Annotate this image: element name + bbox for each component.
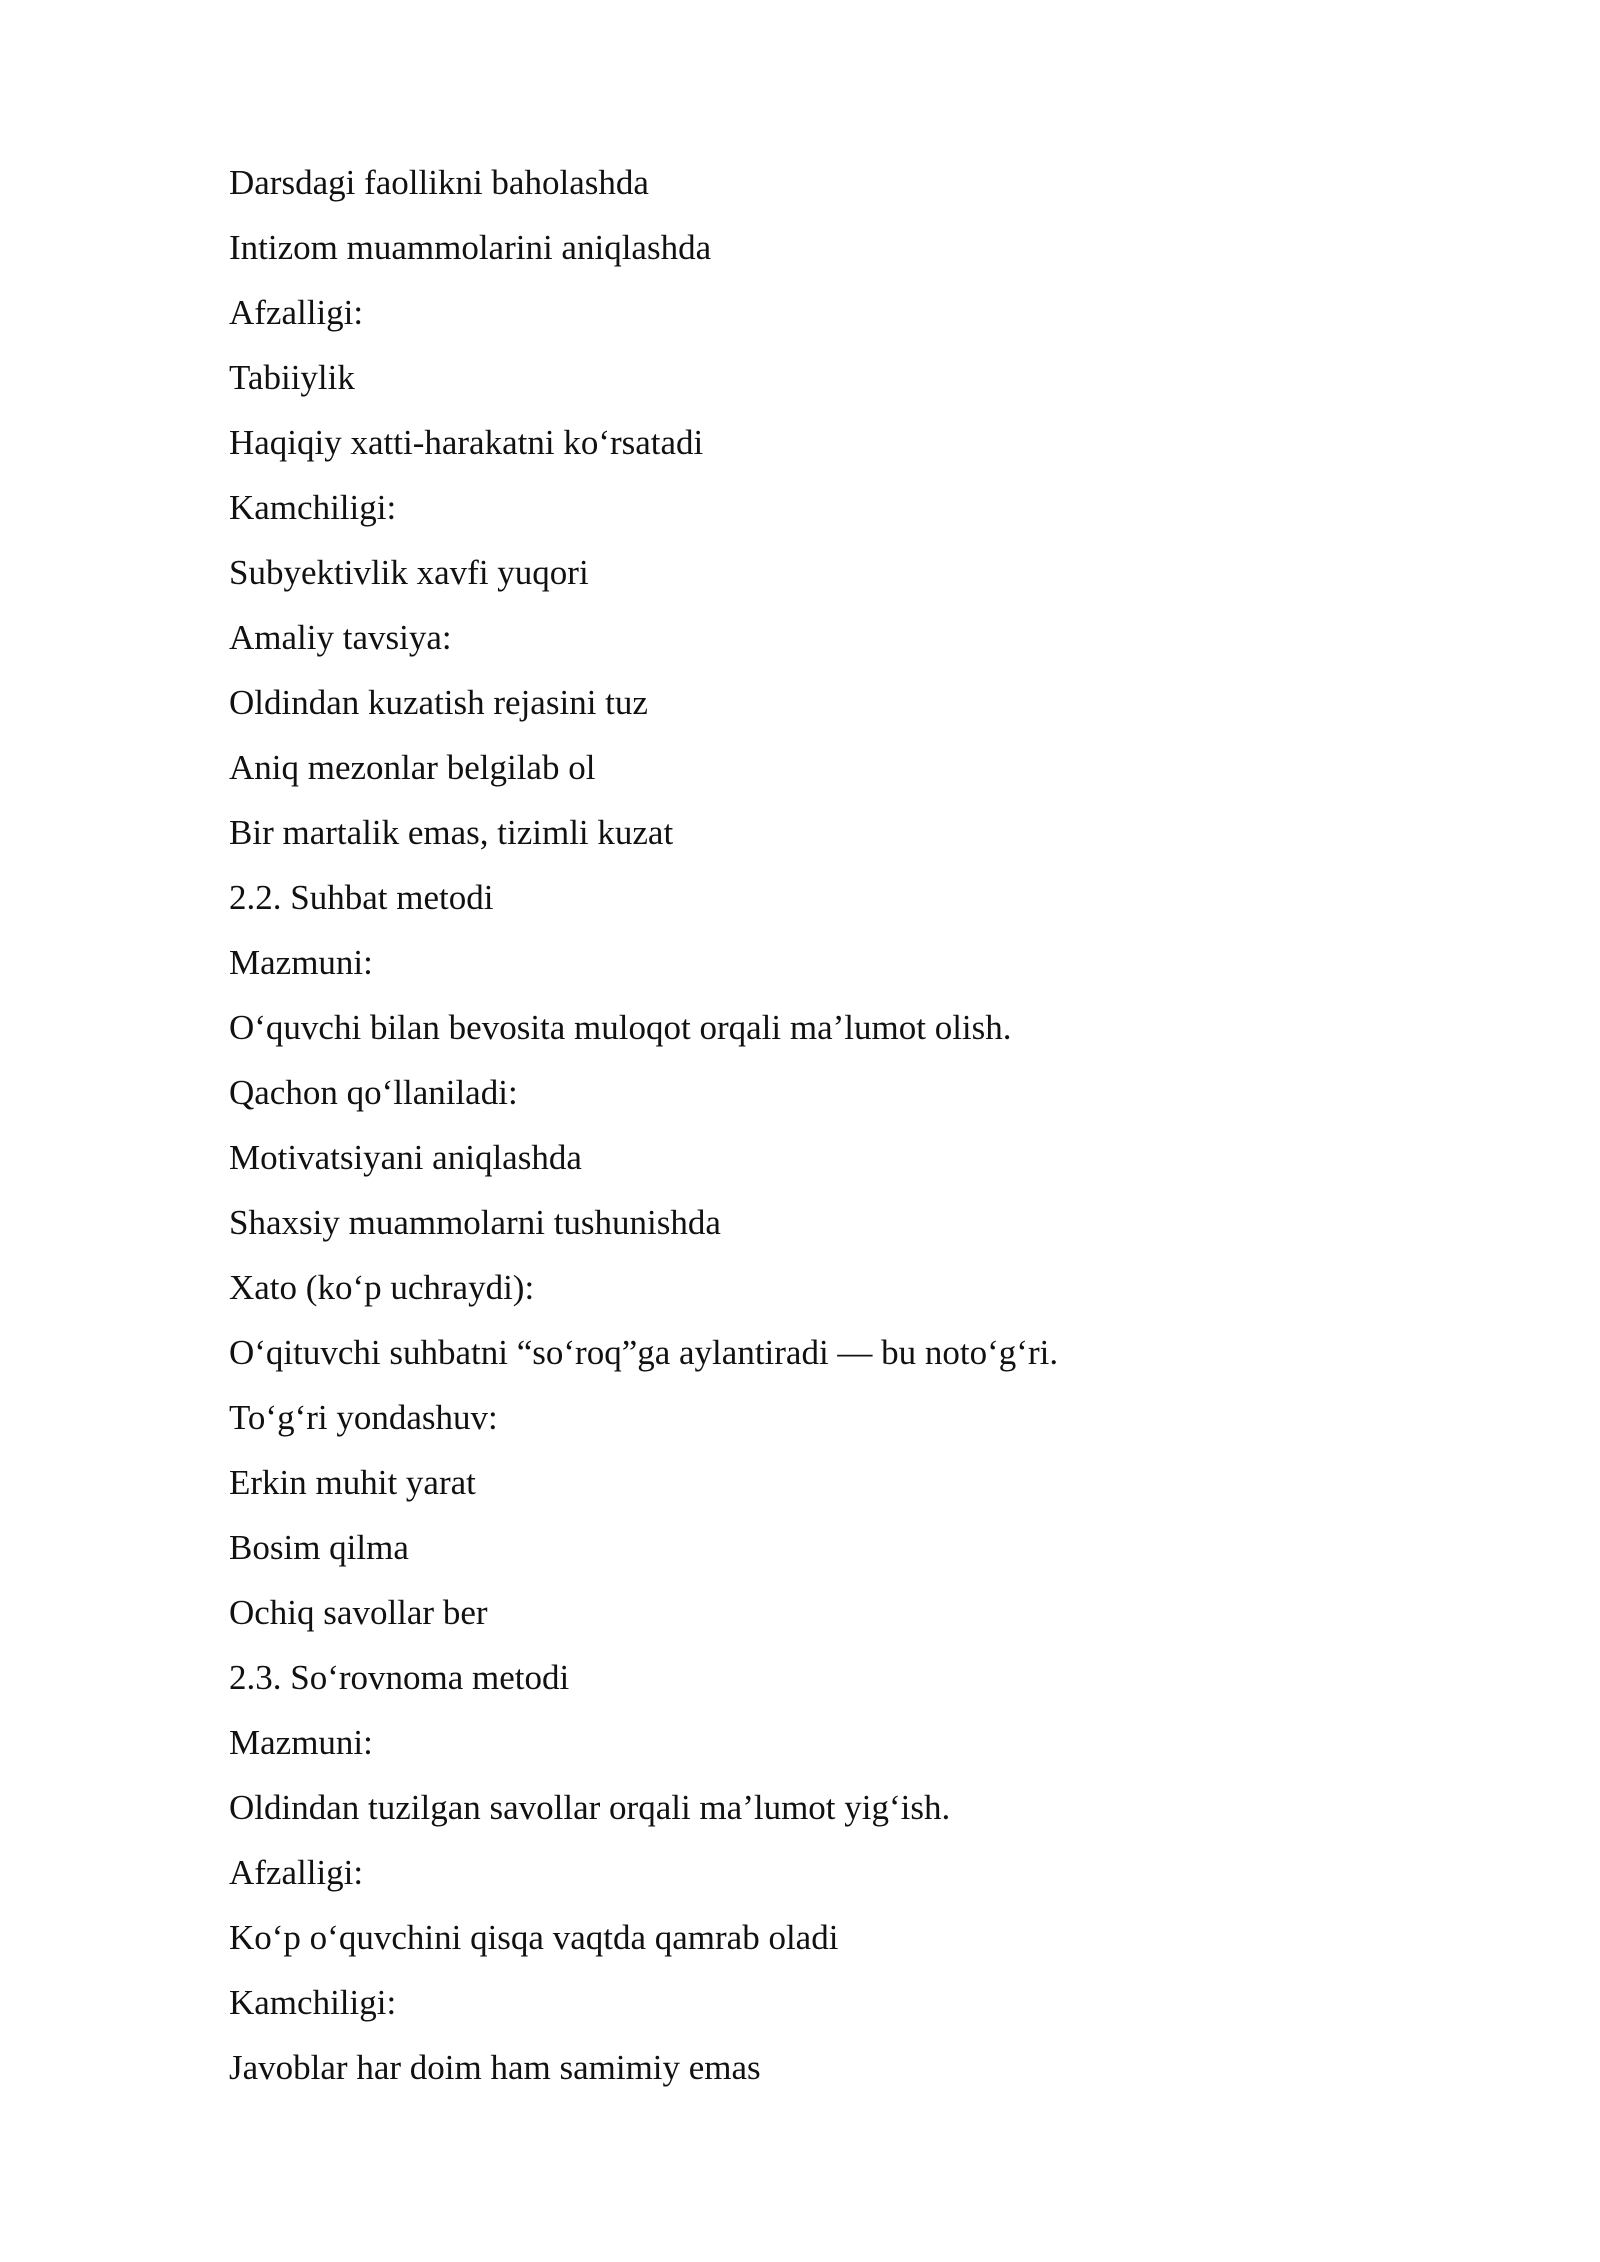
text-line: Motivatsiyani aniqlashda — [229, 1138, 582, 1177]
text-line: Qachon qo‘llaniladi: — [229, 1073, 518, 1112]
text-line: Afzalligi: — [229, 293, 364, 332]
text-line: Oldindan tuzilgan savollar orqali ma’lumot yig‘ish. — [229, 1788, 951, 1827]
text-line: Bosim qilma — [229, 1528, 409, 1567]
text-line: Haqiqiy xatti-harakatni ko‘rsatadi — [229, 423, 704, 462]
text-line: Tabiiylik — [229, 358, 355, 397]
text-line: Erkin muhit yarat — [229, 1463, 476, 1502]
document-body — [229, 150, 1429, 2100]
text-line: Kamchiligi: — [229, 488, 397, 527]
text-line: Javoblar har doim ham samimiy emas — [229, 2048, 761, 2087]
section-heading: 2.3. So‘rovnoma metodi — [229, 1658, 570, 1697]
text-line: Amaliy tavsiya: — [229, 618, 452, 657]
text-line: Aniq mezonlar belgilab ol — [229, 748, 596, 787]
text-line: Ochiq savollar ber — [229, 1593, 488, 1632]
text-line: Oldindan kuzatish rejasini tuz — [229, 683, 648, 722]
text-line: Ko‘p o‘quvchini qisqa vaqtda qamrab oladi — [229, 1918, 839, 1957]
text-line: O‘qituvchi suhbatni “so‘roq”ga aylantiradi — bu noto‘g‘ri. — [229, 1333, 1059, 1372]
text-line: Kamchiligi: — [229, 1983, 397, 2022]
text-line: Xato (ko‘p uchraydi): — [229, 1268, 535, 1307]
text-line: O‘quvchi bilan bevosita muloqot orqali ma’lumot olish. — [229, 1008, 1012, 1047]
section-heading: 2.2. Suhbat metodi — [229, 878, 494, 917]
text-line: Darsdagi faollikni baholashda — [229, 163, 649, 202]
text-line: Bir martalik emas, tizimli kuzat — [229, 813, 674, 852]
text-line: Afzalligi: — [229, 1853, 364, 1892]
text-line: Shaxsiy muammolarni tushunishda — [229, 1203, 721, 1242]
text-line: Intizom muammolarini aniqlashda — [229, 228, 712, 267]
text-line: Mazmuni: — [229, 943, 373, 982]
text-line: To‘g‘ri yondashuv: — [229, 1398, 498, 1437]
text-line: Subyektivlik xavfi yuqori — [229, 553, 589, 592]
text-line: Mazmuni: — [229, 1723, 373, 1762]
